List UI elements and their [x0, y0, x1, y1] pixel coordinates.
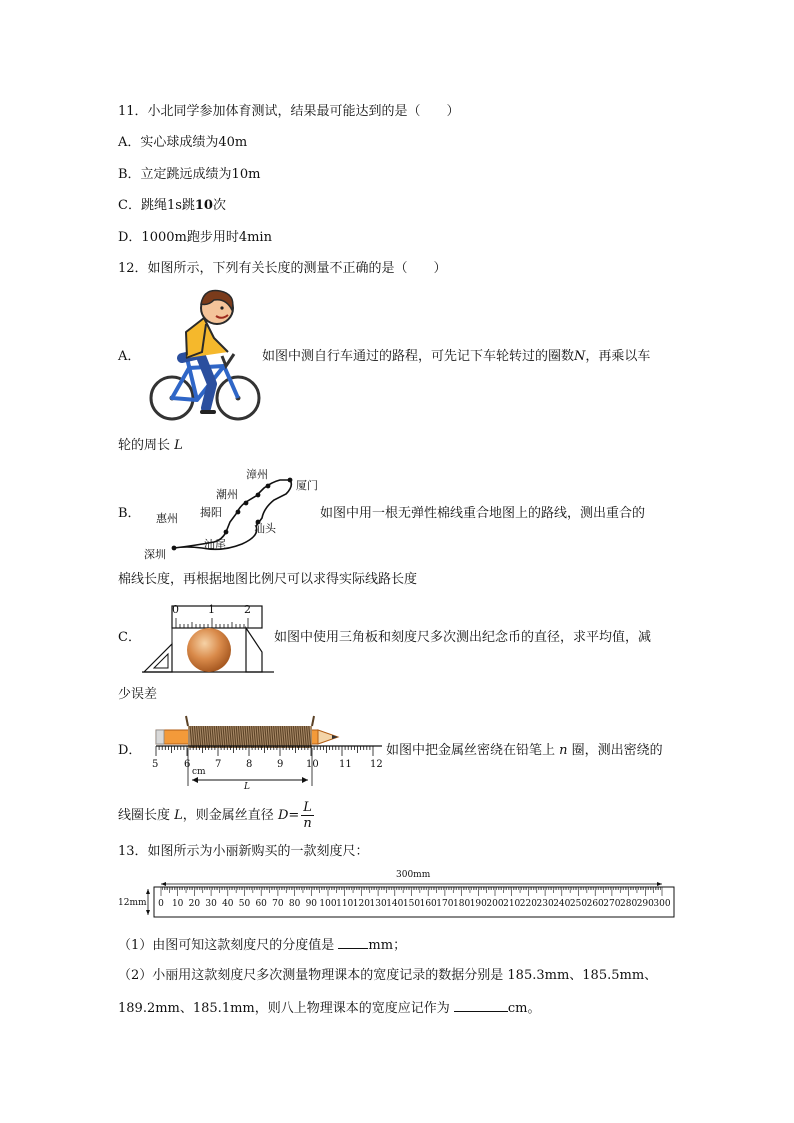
- q12-d-cont-pre: 线圈长度: [118, 808, 171, 823]
- ruler-300mm-tick-label: 160: [419, 899, 437, 909]
- q11-stem: 11．小北同学参加体育测试，结果最可能达到的是（ ）: [118, 104, 460, 119]
- wire-ruler-tick-11: 11: [339, 759, 352, 770]
- wire-ruler-tick-9: 9: [277, 759, 284, 770]
- ruler-300mm-tick-label: 30: [205, 899, 217, 909]
- q12-c-label: C．: [118, 630, 141, 645]
- q12-a-cont: [118, 437, 183, 455]
- wire-ruler-tick-8: 8: [246, 759, 253, 770]
- q12-a-var-l: L: [174, 438, 183, 453]
- wire-length-label: L: [244, 782, 250, 792]
- ruler-300mm-tick-label: 270: [603, 899, 621, 909]
- map-label-jieyang: 揭阳: [200, 506, 222, 519]
- q12-stem: 12．如图所示，下列有关长度的测量不正确的是（ ）: [118, 261, 447, 276]
- q12-d-cont: [118, 798, 314, 834]
- cyclist-figure: [142, 288, 262, 423]
- q13-stem: 13．如图所示为小丽新购买的一款刻度尺：: [118, 844, 369, 859]
- q11-option-a: A．实心球成绩为40m: [118, 135, 248, 150]
- wire-ruler-tick-5: 5: [152, 759, 159, 770]
- wire-ruler-tick-7: 7: [215, 759, 222, 770]
- answer-blank-1[interactable]: [338, 936, 368, 949]
- ruler-300mm-tick-label: 170: [436, 899, 454, 909]
- q12-c-cont: 少误差: [118, 687, 158, 702]
- q11-option-d: D．1000m跑步用时4min: [118, 230, 272, 245]
- fraction-denominator: n: [303, 816, 312, 831]
- ruler-300mm-tick-label: 260: [586, 899, 604, 909]
- q13-part2-line2-post: cm。: [507, 1001, 541, 1016]
- q12-b-cont: 棉线长度，再根据地图比例尺可以求得实际线路长度: [118, 572, 418, 587]
- ruler-300mm-tick-label: 240: [553, 899, 571, 909]
- q12-b-label: B．: [118, 506, 141, 521]
- ruler-300mm-tick-label: 100: [319, 899, 337, 909]
- ruler-300mm-tick-label: 130: [369, 899, 387, 909]
- ruler-300mm-figure: [118, 870, 678, 920]
- coin-ruler-tick-1: 1: [208, 603, 215, 616]
- coin-ruler-tick-0: 0: [172, 603, 179, 616]
- coin-measure-figure: [142, 600, 274, 680]
- q12-a-var-n: N: [574, 349, 586, 364]
- q13-part1: [118, 936, 406, 955]
- q12-d-cont-mid: ，则金属丝直径: [182, 808, 274, 823]
- ruler-300mm-tick-label: 290: [636, 899, 654, 909]
- q13-part1-pre: （1）由图可知这款刻度尺的分度值是: [118, 938, 335, 953]
- diameter-fraction: [301, 800, 314, 831]
- map-label-shanwei: 汕尾: [204, 538, 226, 551]
- q12-d-text-post: 圈，测出密绕的: [571, 743, 663, 758]
- map-label-xiamen: 厦门: [296, 479, 318, 492]
- q11-option-b: B．立定跳远成绩为10m: [118, 167, 261, 182]
- wire-ruler-tick-6: 6: [184, 759, 191, 770]
- ruler-300mm-tick-label: 300: [653, 899, 671, 909]
- ruler-length-label: 300mm: [396, 870, 431, 880]
- q13-part2-line1: （2）小丽用这款刻度尺多次测量物理课本的宽度记录的数据分别是 185.3mm、185.5mm、: [118, 968, 658, 983]
- ruler-300mm-tick-label: 250: [569, 899, 588, 909]
- q11-option-c: [118, 197, 226, 215]
- q11-option-c-count: 10: [194, 198, 213, 213]
- ruler-300mm-tick-label: 90: [305, 899, 318, 909]
- q13-part2-line2-pre: 189.2mm、185.1mm，则八上物理课本的宽度应记作为: [118, 1001, 450, 1016]
- wire-coil-drawing: [142, 710, 386, 794]
- ruler-300mm-tick-label: 140: [386, 899, 404, 909]
- q12-d-label: D．: [118, 743, 142, 758]
- ruler-300mm-tick-label: 200: [486, 899, 504, 909]
- q12-d-var-n: n: [559, 743, 568, 758]
- ruler-300mm-tick-label: 210: [503, 899, 521, 909]
- ruler-300mm-tick-label: 120: [352, 899, 370, 909]
- q12-a-text-post: ，再乘以车: [585, 349, 651, 364]
- q11-option-c-text: C．跳绳1s跳: [118, 198, 195, 213]
- ruler-300mm-tick-label: 220: [519, 899, 537, 909]
- wire-ruler-tick-10: 10: [306, 759, 319, 770]
- ruler-300mm-tick-label: 280: [620, 899, 638, 909]
- q12-d-eq: =: [288, 808, 300, 823]
- map-label-shenzhen: 深圳: [144, 548, 166, 561]
- answer-blank-2[interactable]: [454, 999, 508, 1012]
- q12-a-label: A．: [118, 349, 141, 364]
- map-label-chaozhou: 潮州: [216, 488, 238, 501]
- q12-a-text-pre: 如图中测自行车通过的路程，可先记下车轮转过的圈数: [262, 349, 575, 364]
- ruler-300mm-tick-label: 150: [402, 899, 421, 909]
- map-label-huizhou: 惠州: [156, 512, 178, 525]
- fraction-numerator: L: [303, 800, 312, 815]
- map-label-zhangzhou: 漳州: [246, 468, 268, 481]
- ruler-300mm-tick-label: 180: [453, 899, 471, 909]
- q12-b-text: 如图中用一根无弹性棉线重合地图上的路线，测出重合的: [320, 506, 646, 521]
- ruler-300mm-tick-label: 190: [469, 899, 487, 909]
- ruler-300mm-tick-label: 10: [171, 899, 184, 909]
- wire-coil-figure: [142, 710, 386, 794]
- ruler-300mm-tick-label: 80: [288, 899, 301, 909]
- ruler-300mm-tick-label: 230: [536, 899, 554, 909]
- ruler-300mm-tick-label: 40: [222, 899, 234, 909]
- ruler-300mm-tick-label: 70: [272, 899, 284, 909]
- q12-d-text: [386, 742, 663, 760]
- q13-part2-line2: [118, 999, 541, 1018]
- q12-a-text: [262, 348, 650, 366]
- ruler-height-label: 12mm: [118, 898, 147, 908]
- ruler-300mm-tick-label: 20: [188, 899, 201, 909]
- map-label-shantou: 汕头: [254, 522, 276, 535]
- ruler-300mm-tick-label: 110: [336, 899, 354, 909]
- q12-d-var-d: D: [277, 808, 289, 823]
- q12-d-var-l: L: [174, 808, 183, 823]
- ruler-300mm-tick-label: 0: [158, 899, 164, 909]
- ruler-300mm-tick-label: 50: [238, 899, 251, 909]
- route-map-figure: [142, 462, 322, 562]
- q12-c-text: 如图中使用三角板和刻度尺多次测出纪念币的直径，求平均值，减: [274, 630, 652, 645]
- wire-ruler-unit: cm: [192, 767, 206, 777]
- q12-d-text-pre: 如图中把金属丝密绕在铅笔上: [386, 743, 556, 758]
- coin-ruler-tick-2: 2: [244, 603, 251, 616]
- wire-ruler-tick-12: 12: [370, 759, 383, 770]
- q13-part1-post: mm；: [368, 938, 407, 953]
- q11-option-c-tail: 次: [212, 198, 226, 213]
- q12-a-cont-text: 轮的周长: [118, 438, 171, 453]
- ruler-300mm-tick-label: 60: [255, 899, 267, 909]
